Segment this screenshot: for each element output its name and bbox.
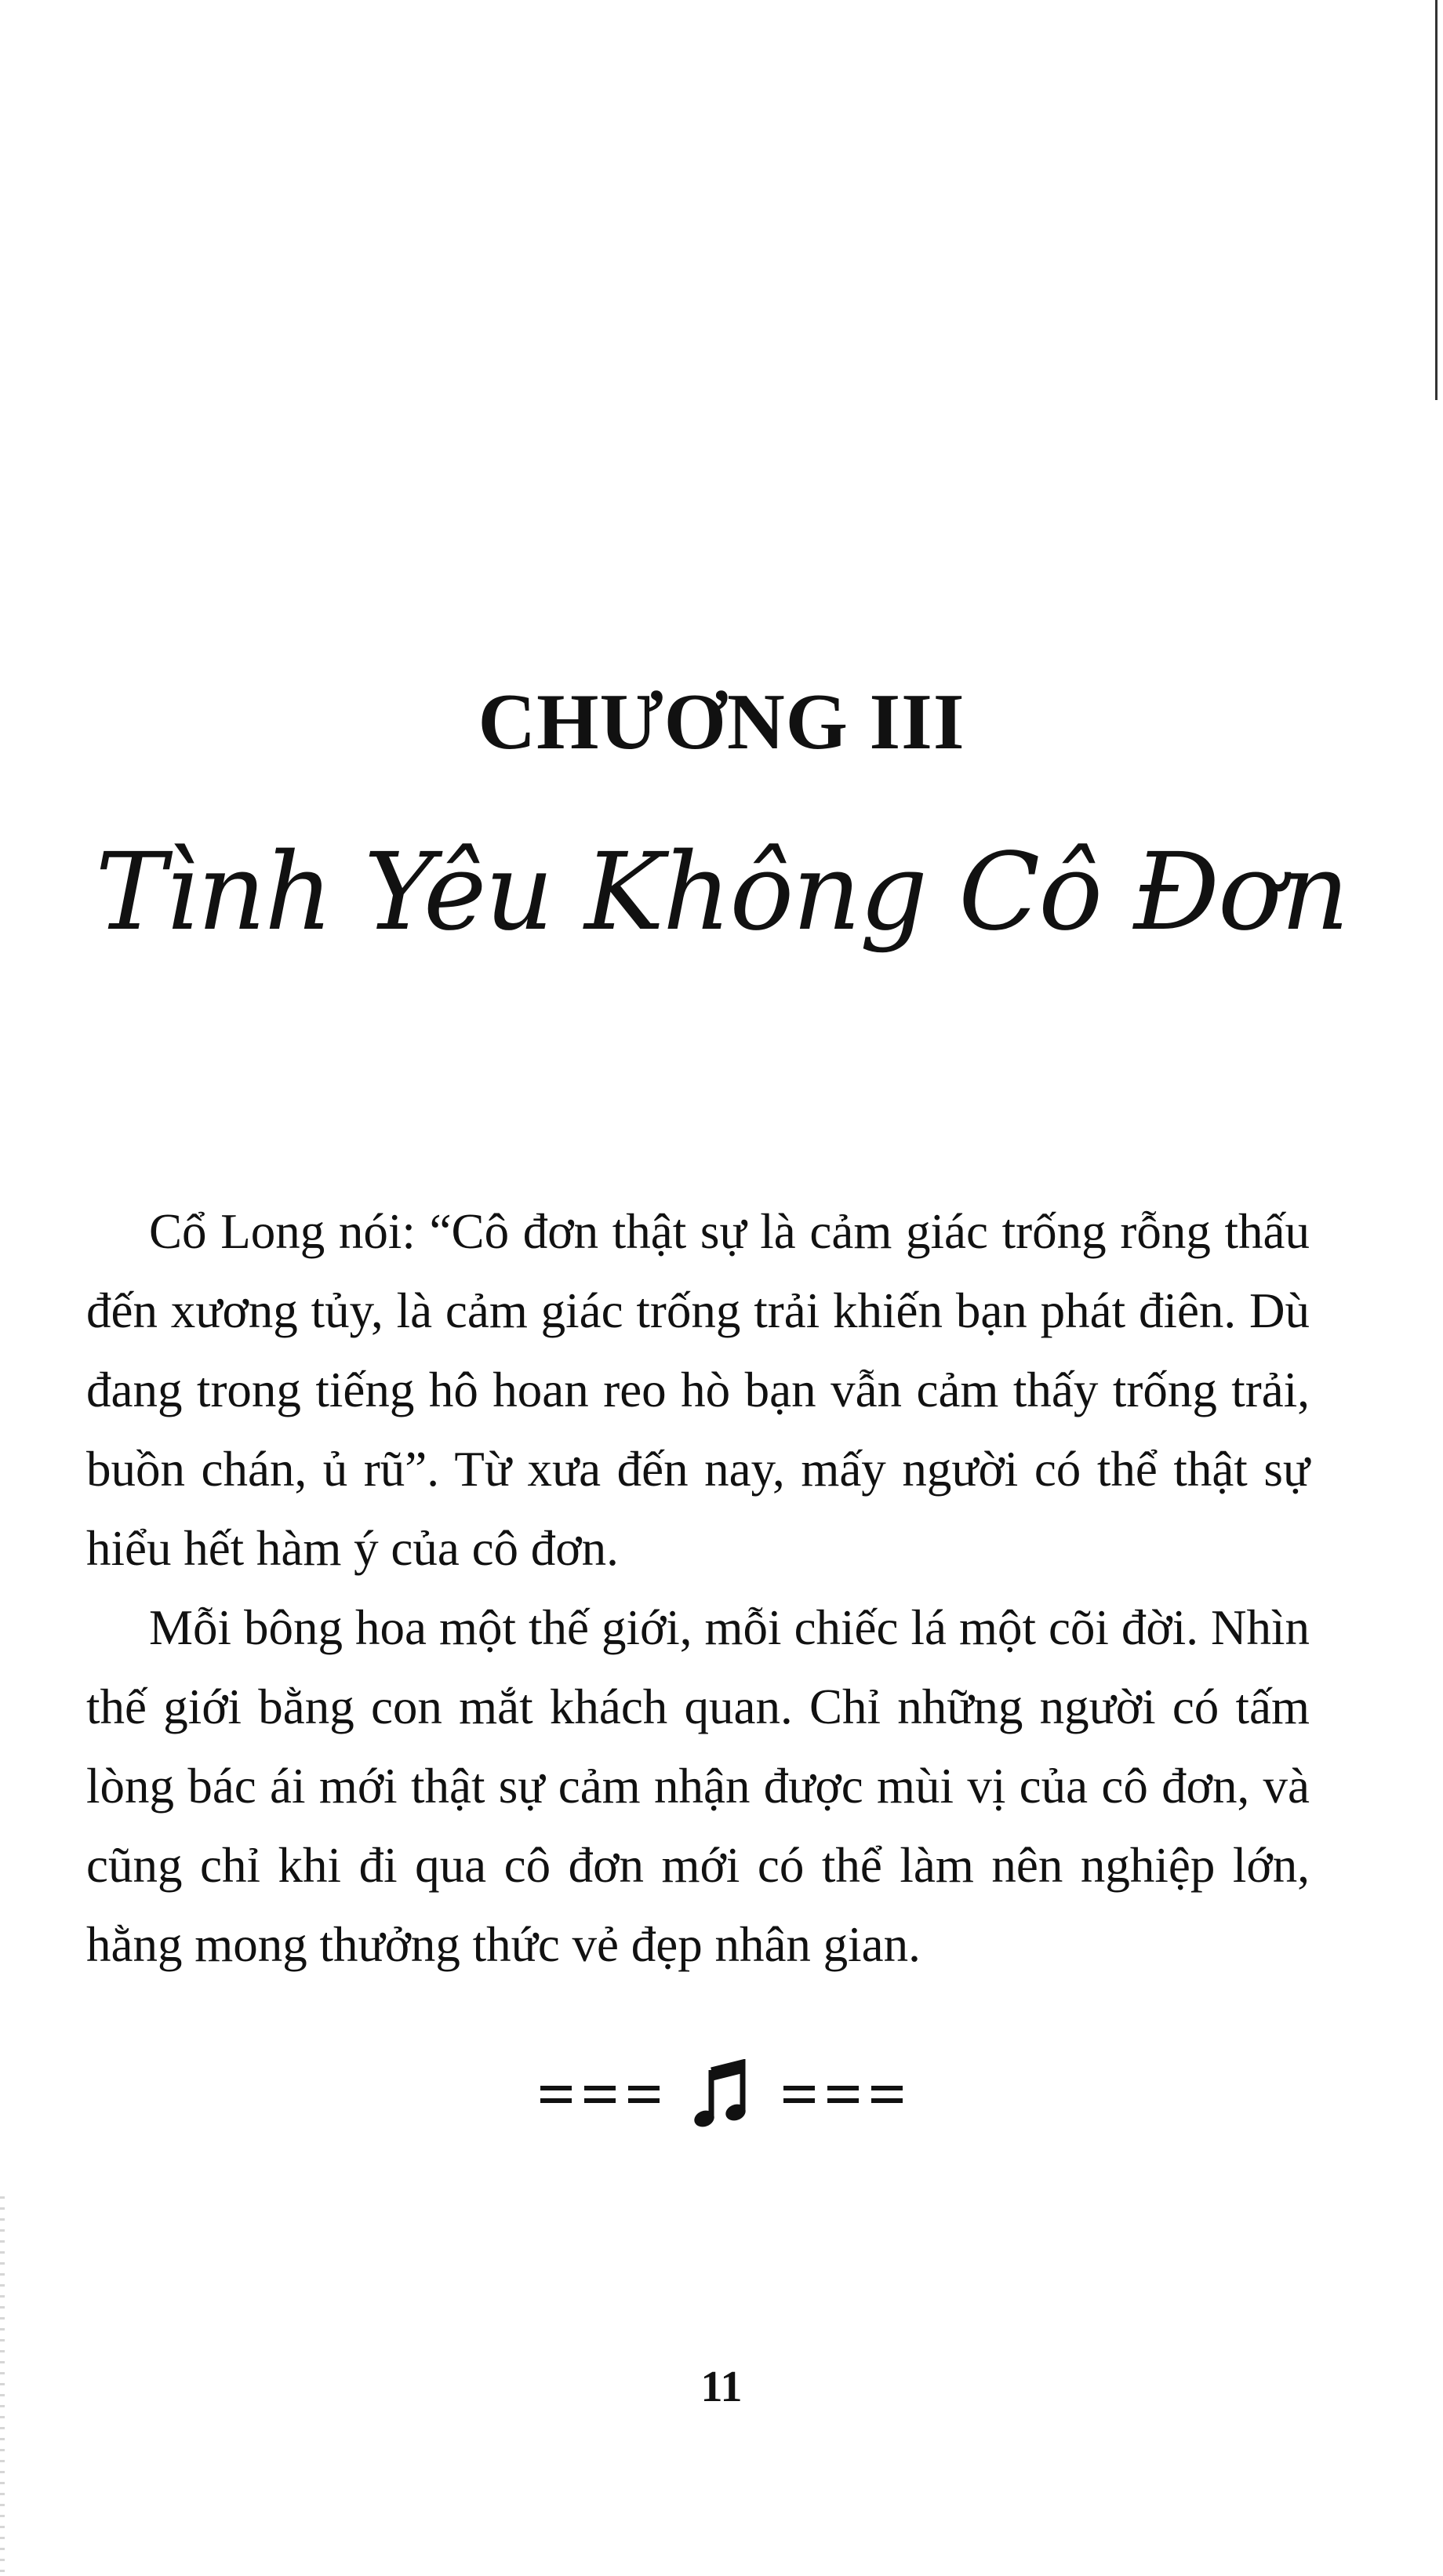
separator-left-dashes [540,2086,660,2103]
section-separator [0,2059,1443,2130]
page-number: 11 [700,2363,743,2411]
paragraph-2: Mỗi bông hoa một thế giới, mỗi chiếc lá một cõi đời. Nhìn thế giới bằng con mắt khách quan. Chỉ những người có tấm lòng bác ái mới thật sự cảm nhận được mùi vị của cô đơn, và cũng chỉ khi đi qua cô đơn mới có thể làm nên nghiệp lớn, hằng mong thưởng thức vẻ đẹp nhân gian. [86,1600,1310,1972]
music-note-icon [694,2059,749,2130]
chapter-title: Tình Yêu Không Cô Đơn [95,831,1348,955]
paragraph-1: Cổ Long nói: “Cô đơn thật sự là cảm giác trống rỗng thấu đến xương tủy, là cảm giác trống trải khiến bạn phát điên. Dù đang trong tiếng hô hoan reo hò bạn vẫn cảm thấy trống trải, buồn chán, ủ rũ”. Từ xưa đến nay, mấy người có thể thật sự hiểu hết hàm ý của cô đơn. [86,1204,1310,1576]
chapter-body [86,1192,1310,1985]
separator-right-dashes [783,2086,903,2103]
chapter-number: CHƯƠNG III [478,678,965,766]
page-edge-line [1435,0,1438,400]
